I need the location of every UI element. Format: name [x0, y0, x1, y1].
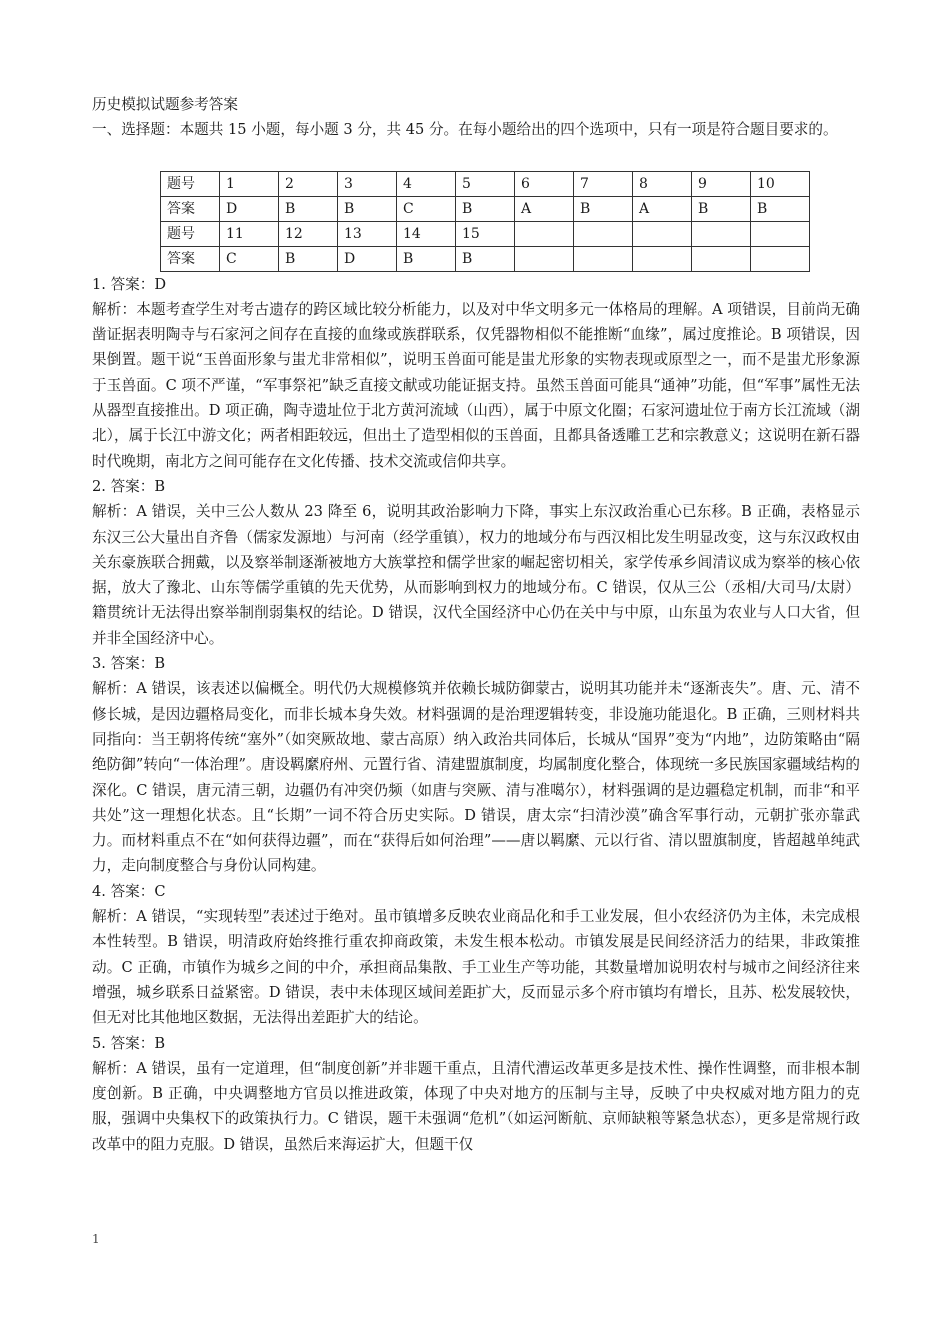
table-cell: A — [515, 196, 574, 221]
table-row-header: 题号 — [161, 221, 220, 246]
table-row-header: 答案 — [161, 196, 220, 221]
table-cell: 8 — [633, 171, 692, 196]
table-cell — [692, 221, 751, 246]
document-title: 历史模拟试题参考答案 — [92, 96, 238, 113]
table-cell — [574, 246, 633, 271]
table-cell: 5 — [456, 171, 515, 196]
table-row — [161, 221, 810, 246]
table-cell: A — [633, 196, 692, 221]
table-cell: 2 — [279, 171, 338, 196]
table-cell: 3 — [338, 171, 397, 196]
table-cell: B — [338, 196, 397, 221]
table-row — [161, 171, 810, 196]
page-number: 1 — [92, 1232, 100, 1246]
table-cell: 10 — [751, 171, 810, 196]
table-cell: B — [279, 196, 338, 221]
answer-explanation: 解析：A 错误，虽有一定道理，但“制度创新”并非题干重点，且清代漕运改革更多是技术性、操作性调整，而非根本制度创新。B 正确，中央调整地方官员以推进政策，体现了中央对地方的压制与主导，反映了中央权威对地方阻力的克服，强调中央集权下的政策执行力。C 错误，题干未强调“危机”（如运河断航、京师缺粮等紧急状态），更多是常规行政改革中的阻力克服。D 错误，虽然后来海运扩大，但题干仅 — [92, 1059, 860, 1153]
table-cell: 6 — [515, 171, 574, 196]
table-row-header: 答案 — [161, 246, 220, 271]
answer-document — [92, 92, 860, 1157]
answer-explanation: 解析：A 错误，“实现转型”表述过于绝对。虽市镇增多反映农业商品化和手工业发展，但小农经济仍为主体，未完成根本性转型。B 错误，明清政府始终推行重农抑商政策，未发生根本松动。市镇发展是民间经济活力的结果，非政策推动。C 正确，市镇作为城乡之间的中介，承担商品集散、手工业生产等功能，其数量增加说明农村与城市之间经济往来增强，城乡联系日益紧密。D 错误，表中未体现区域间差距扩大，反而显示多个府市镇均有增长，且苏、松发展较快，但无对比其他地区数据，无法得出差距扩大的结论。 — [92, 908, 860, 1027]
table-row-header: 题号 — [161, 171, 220, 196]
table-row — [161, 196, 810, 221]
answer-heading: 5. 答案：B — [92, 1034, 166, 1052]
answer-explanation: 解析：本题考查学生对考古遗存的跨区域比较分析能力，以及对中华文明多元一体格局的理解。A 项错误，目前尚无确凿证据表明陶寺与石家河之间存在直接的血缘或族群联系，仅凭器物相似不能推断“血缘”，属过度推论。B 项错误，因果倒置。题干说“玉兽面形象与蚩尤非常相似”，说明玉兽面可能是蚩尤形象的实物表现或原型之一，而不是蚩尤形象源于玉兽面。C 项不严谨，“军事祭祀”缺乏直接文献或功能证据支持。虽然玉兽面可能具“通神”功能，但“军事”属性无法从器型直接推出。D 项正确，陶寺遗址位于北方黄河流域（山西），属于中原文化圈；石家河遗址位于南方长江流域（湖北），属于长江中游文化；两者相距较远，但出土了造型相似的玉兽面，且都具备透雕工艺和宗教意义；这说明在新石器时代晚期，南北方之间可能存在文化传播、技术交流或信仰共享。 — [92, 300, 860, 470]
explanations — [92, 272, 860, 1157]
table-cell: 9 — [692, 171, 751, 196]
table-cell — [515, 221, 574, 246]
table-cell — [633, 221, 692, 246]
answer-heading: 3. 答案：B — [92, 655, 166, 673]
table-cell: B — [456, 246, 515, 271]
table-cell: 11 — [220, 221, 279, 246]
answer-table — [160, 171, 810, 272]
answer-explanation: 解析：A 错误，关中三公人数从 23 降至 6，说明其政治影响力下降，事实上东汉政治重心已东移。B 正确，表格显示东汉三公大量出自齐鲁（儒家发源地）与河南（经学重镇），权力的地域分布与西汉相比发生明显改变，这与东汉政权由关东豪族联合拥戴，以及察举制逐渐被地方大族掌控和儒学世家的崛起密切相关，家学传承乡闾清议成为察举的核心依据，放大了豫北、山东等儒学重镇的先天优势，从而影响到权力的地域分布。C 错误，仅从三公（丞相/大司马/太尉）籍贯统计无法得出察举制削弱集权的结论。D 错误，汉代全国经济中心仍在关中与中原，山东虽为农业与人口大省，但并非全国经济中心。 — [92, 503, 860, 647]
table-cell: 14 — [397, 221, 456, 246]
table-cell — [515, 246, 574, 271]
section-instructions: 一、选择题：本题共 15 小题，每小题 3 分，共 45 分。在每小题给出的四个选项中，只有一项是符合题目要求的。 — [92, 121, 838, 139]
table-cell: B — [456, 196, 515, 221]
table-cell: 4 — [397, 171, 456, 196]
answer-heading: 1. 答案：D — [92, 275, 167, 293]
table-cell: D — [220, 196, 279, 221]
table-row — [161, 246, 810, 271]
answer-heading: 2. 答案：B — [92, 477, 166, 495]
table-cell: C — [220, 246, 279, 271]
answer-explanation: 解析：A 错误，该表述以偏概全。明代仍大规模修筑并依赖长城防御蒙古，说明其功能并未“逐渐丧失”。唐、元、清不修长城，是因边疆格局变化，而非长城本身失效。材料强调的是治理逻辑转变，非设施功能退化。B 正确，三则材料共同指向：当王朝将传统“塞外”（如突厥故地、蒙古高原）纳入政治共同体后，长城从“国界”变为“内地”，边防策略由“隔绝防御”转向“一体治理”。唐设羁縻府州、元置行省、清建盟旗制度，均属制度化整合，体现统一多民族国家疆域结构的深化。C 错误，唐元清三朝，边疆仍有冲突仍频（如唐与突厥、清与准噶尔），材料强调的是边疆稳定机制，而非“和平共处”这一理想化状态。且“长期”一词不符合历史实际。D 错误，唐太宗“扫清沙漠”确含军事行动，元朝扩张亦靠武力。而材料重点不在“如何获得边疆”，而在“获得后如何治理”——唐以羁縻、元以行省、清以盟旗制度，皆超越单纯武力，走向制度整合与身份认同构建。 — [92, 680, 860, 875]
table-cell — [574, 221, 633, 246]
table-cell: 15 — [456, 221, 515, 246]
table-cell: 13 — [338, 221, 397, 246]
table-cell: B — [751, 196, 810, 221]
table-cell — [751, 246, 810, 271]
table-cell: 12 — [279, 221, 338, 246]
table-cell: B — [279, 246, 338, 271]
table-cell — [692, 246, 751, 271]
table-cell: 7 — [574, 171, 633, 196]
table-cell: C — [397, 196, 456, 221]
table-cell: B — [692, 196, 751, 221]
table-cell: B — [574, 196, 633, 221]
table-cell: 1 — [220, 171, 279, 196]
table-cell: B — [397, 246, 456, 271]
answer-heading: 4. 答案：C — [92, 882, 166, 900]
table-cell: D — [338, 246, 397, 271]
table-cell — [751, 221, 810, 246]
table-cell — [633, 246, 692, 271]
